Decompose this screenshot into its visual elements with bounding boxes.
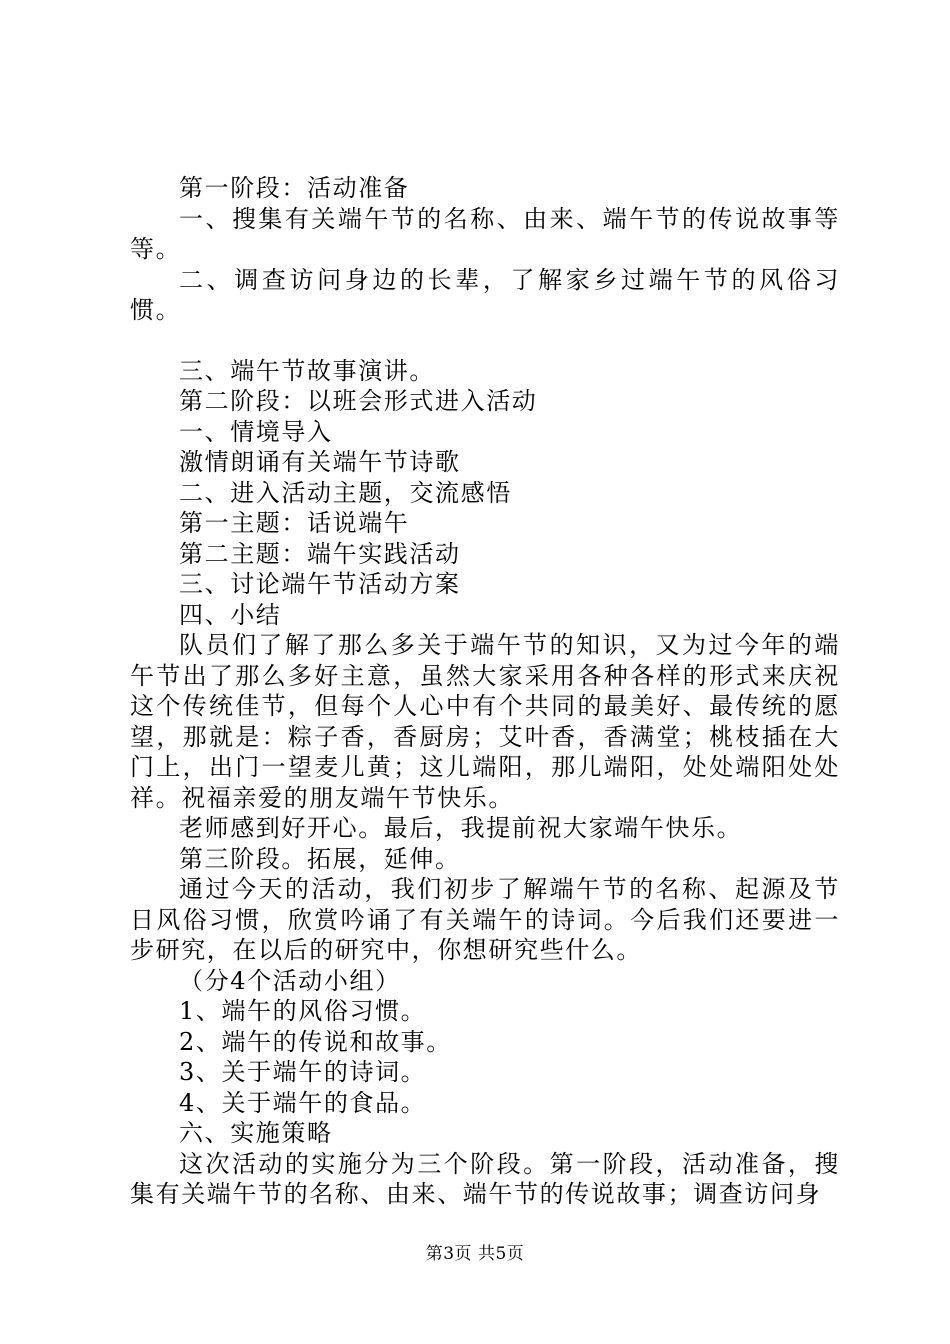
paragraph-strategy-title: 六、实施策略 bbox=[179, 1119, 333, 1147]
paragraph-story-speech: 三、端午节故事演讲。 bbox=[179, 356, 435, 385]
paragraph-teacher-wish: 老师感到好开心。最后，我提前祝大家端午快乐。 bbox=[179, 814, 743, 842]
list-item-poems: 3、关于端午的诗词。 bbox=[179, 1058, 427, 1086]
paragraph-summary-title: 四、小结 bbox=[179, 600, 282, 629]
list-item-foods: 4、关于端午的食品。 bbox=[179, 1088, 427, 1117]
paragraph-strategy-body: 这次活动的实施分为三个阶段。第一阶段，活动准备，搜集有关端午节的名称、由来、端午节的传说故事；调查访问身 bbox=[130, 1149, 840, 1208]
paragraph-theme-one: 第一主题：话说端午 bbox=[179, 509, 410, 537]
paragraph-collect-info: 一、搜集有关端午节的名称、由来、端午节的传说故事等等。 bbox=[130, 204, 840, 263]
document-body bbox=[130, 173, 840, 1210]
paragraph-stage-three-title: 第三阶段。拓展，延伸。 bbox=[179, 844, 461, 873]
blank-line bbox=[130, 326, 840, 356]
paragraph-stage-two-title: 第二阶段：以班会形式进入活动 bbox=[179, 387, 538, 415]
paragraph-theme-two: 第二主题：端午实践活动 bbox=[179, 539, 461, 568]
paragraph-stage-one-title: 第一阶段：活动准备 bbox=[179, 174, 410, 202]
paragraph-discuss-plan: 三、讨论端午节活动方案 bbox=[179, 570, 461, 598]
list-item-customs: 1、端午的风俗习惯。 bbox=[179, 997, 427, 1025]
list-item-legends: 2、端午的传说和故事。 bbox=[179, 1027, 452, 1056]
paragraph-scene-intro: 一、情境导入 bbox=[179, 417, 333, 446]
paragraph-groups-note: （分4个活动小组） bbox=[179, 966, 401, 995]
paragraph-extension-body: 通过今天的活动，我们初步了解端午节的名称、起源及节日风俗习惯，欣赏吟诵了有关端午的诗词。今后我们还要进一步研究，在以后的研究中，你想研究些什么。 bbox=[130, 875, 840, 964]
paragraph-poem-recital: 激情朗诵有关端午节诗歌 bbox=[179, 448, 461, 476]
paragraph-enter-theme: 二、进入活动主题，交流感悟 bbox=[179, 478, 512, 507]
page-number-footer: 第3页 共5页 bbox=[425, 1244, 525, 1264]
paragraph-survey-elders: 二、调查访问身边的长辈，了解家乡过端午节的风俗习惯。 bbox=[130, 265, 840, 324]
paragraph-summary-body: 队员们了解了那么多关于端午节的知识，又为过今年的端午节出了那么多好主意，虽然大家采用各种各样的形式来庆祝这个传统佳节，但每个人心中有个共同的最美好、最传统的愿望，那就是：粽子香，香厨房；艾叶香，香满堂；桃枝插在大门上，出门一望麦儿黄；这儿端阳，那儿端阳，处处端阳处处祥。祝福亲爱的朋友端午节快乐。 bbox=[130, 631, 840, 812]
